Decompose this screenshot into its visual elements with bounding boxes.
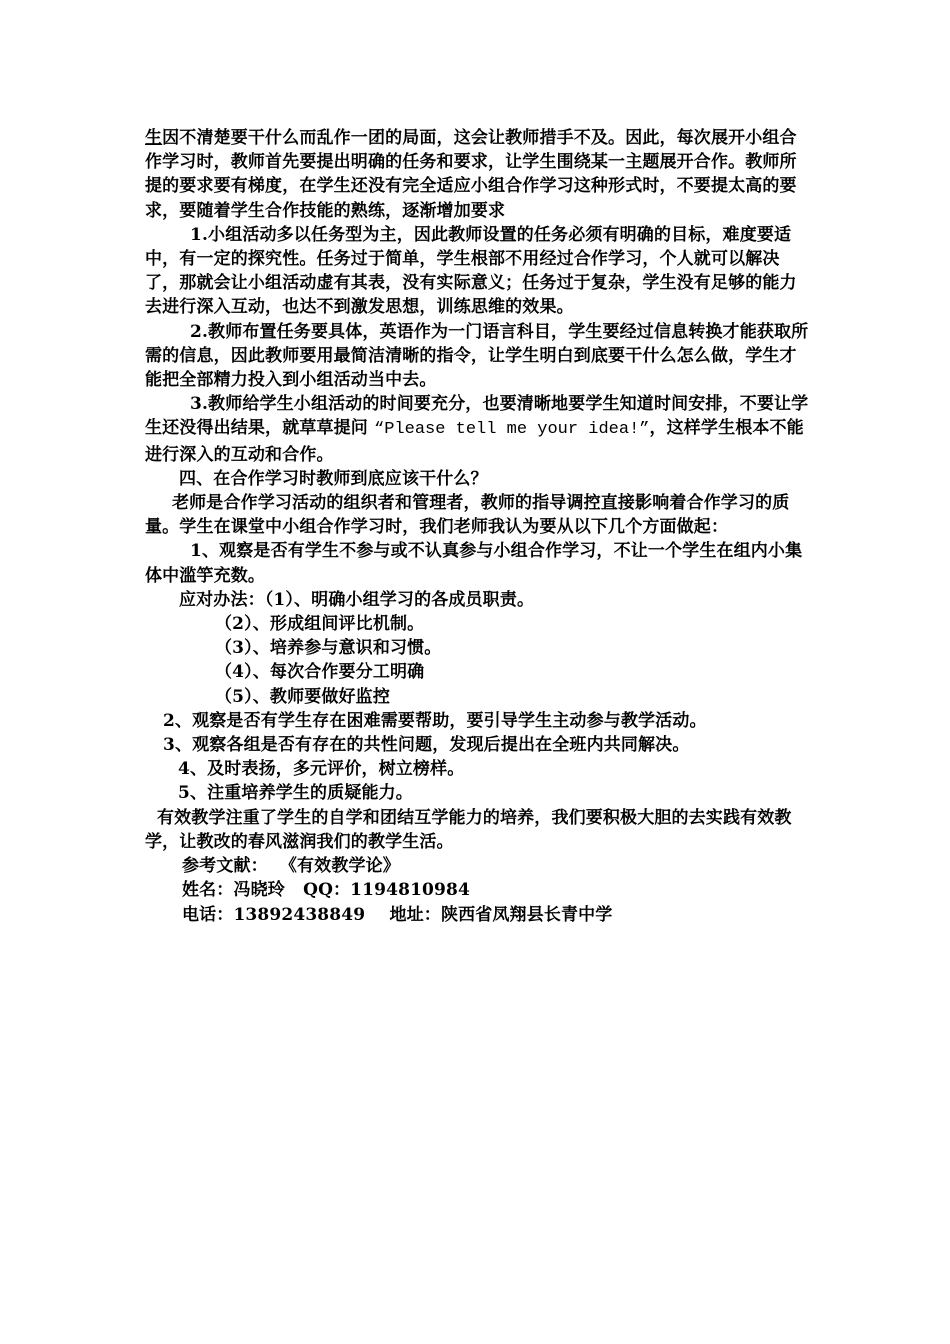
- paragraph-intro: [145, 126, 811, 223]
- paragraph-point-3: [145, 392, 811, 467]
- paragraph-conclusion: 有效教学注重了学生的自学和团结互学能力的培养，我们要积极大胆的去实践有效教学，让教改的春风滋润我们的教学生活。: [145, 807, 792, 852]
- paragraph-teacher-role: 老师是合作学习活动的组织者和管理者，教师的指导调控直接影响着合作学习的质量。学生在课堂中小组合作学习时，我们老师我认为要从以下几个方面做起：: [145, 493, 790, 538]
- list-item-4: 4、及时表扬，多元评价，树立榜样。: [178, 759, 465, 780]
- section-heading-4: 四、在合作学习时教师到底应该干什么？: [179, 468, 488, 489]
- intro-text: 因不清楚要干什么而乱作一团的局面，这会让教师措手不及。因此，每次展开小组合作学习时，教师首先要提出明确的任务和要求，让学生围绕某一主题展开合作。教师所提的要求要有梯度，在学生还没有完全适应小组合作学习这种形式时，不要提太高的要求，要随着学生合作技能的熟练，逐渐增加要求: [145, 128, 797, 221]
- paragraph-point-2: 2.教师布置任务要具体，英语作为一门语言科目，学生要经过信息转换才能获取所需的信息，因此教师要用最简洁清晰的指令，让学生明白到底要干什么怎么做，学生才能把全部精力投入到小组活动当中去。: [145, 321, 809, 391]
- measure-3: （3）、培养参与意识和习惯。: [215, 638, 442, 659]
- paragraph-point-1: 1.小组活动多以任务型为主，因此教师设置的任务必须有明确的目标，难度要适中，有一定的探究性。任务过于简单，学生根部不用经过合作学习，个人就可以解决了，那就会让小组活动虚有其表，没有实际意义；任务过于复杂，学生没有足够的能力去进行深入互动，也达不到激发思想，训练思维的效果。: [145, 224, 797, 318]
- underlined-char: 生: [145, 128, 163, 148]
- measure-2: （2）、形成组间评比机制。: [215, 614, 425, 635]
- list-item-1: 1、观察是否有学生不参与或不认真参与小组合作学习，不让一个学生在组内小集体中滥竽充数。: [145, 541, 803, 586]
- list-item-2: 2、观察是否有学生存在困难需要帮助，要引导学生主动参与教学活动。: [163, 710, 707, 731]
- point-3-text-a: 3.教师给学生小组活动的时间要充分，也要清晰地要学生知道时间安排，不要让学生还没得出结果，就草草提问: [145, 394, 809, 439]
- measure-4: （4）、每次合作要分工明确: [215, 662, 425, 683]
- measures-label: 应对办法：（1）、明确小组学习的各成员职责。: [179, 589, 535, 610]
- author-contact-line: 电话：13892438849 地址：陕西省凤翔县长青中学: [182, 904, 613, 925]
- document-body: [145, 126, 811, 927]
- author-name-line: 姓名：冯晓玲 QQ：1194810984: [182, 880, 470, 901]
- list-item-5: 5、注重培养学生的质疑能力。: [178, 783, 413, 804]
- english-quote: “Please tell me your idea!”: [374, 420, 650, 440]
- measure-5: （5）、教师要做好监控: [215, 686, 390, 707]
- list-item-3: 3、观察各组是否有存在的共性问题，发现后提出在全班内共同解决。: [163, 735, 690, 756]
- point-3-text-c: ，这样学生根本不能进行深入的互动和合作。: [145, 418, 804, 465]
- references: 参考文献： 《有效教学论》: [182, 856, 400, 877]
